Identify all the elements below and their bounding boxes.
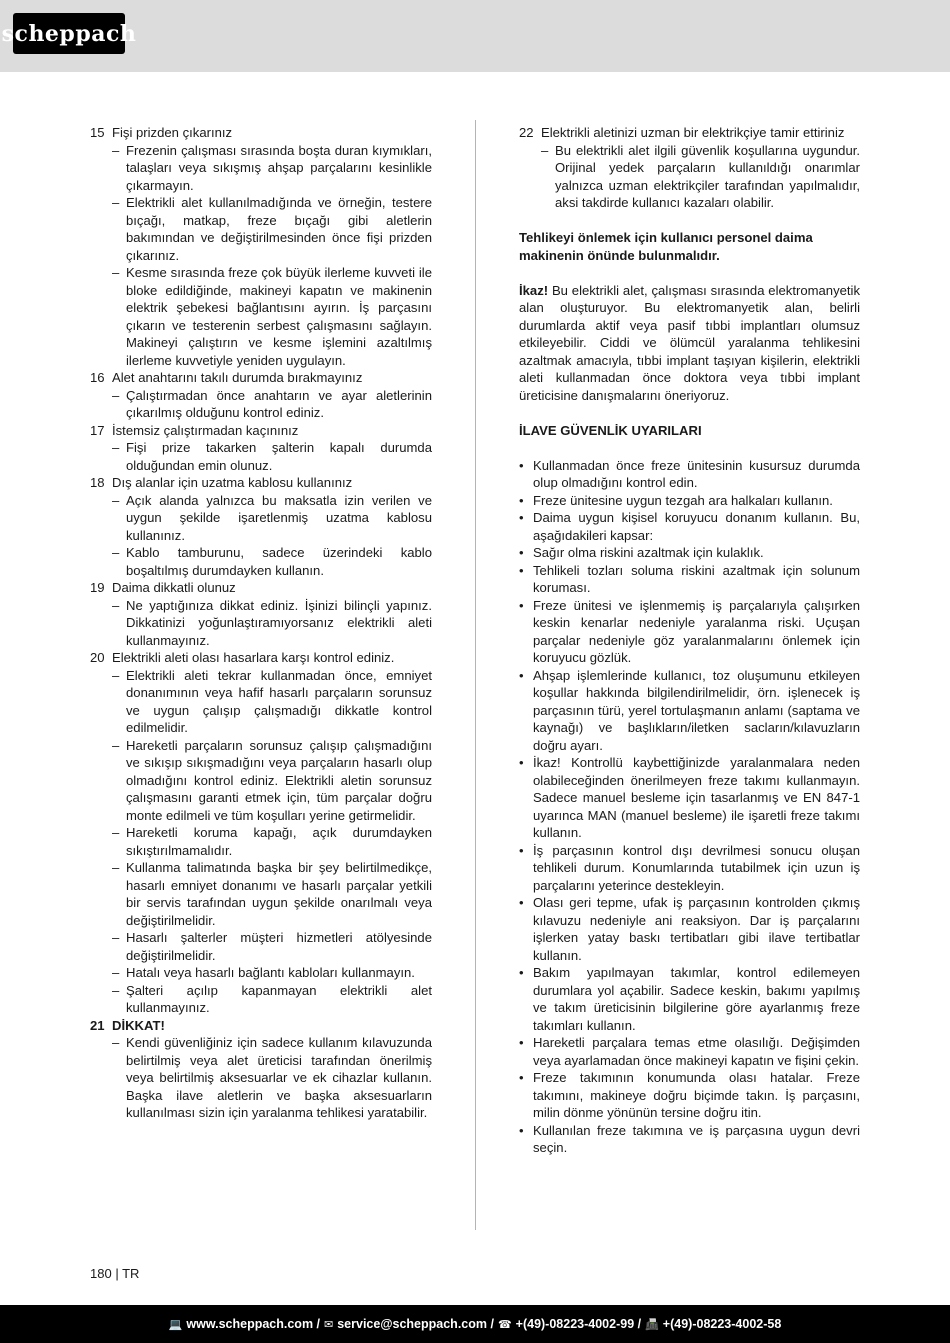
sub-item-text: Şalteri açılıp kapanmayan elektrikli alet kullanmayınız. xyxy=(126,982,432,1015)
dash-marker: – xyxy=(112,860,120,875)
sub-item-text: Çalıştırmadan önce anahtarın ve ayar aletlerinin çıkarılmış olduğunu kontrol ediniz. xyxy=(126,387,432,420)
bullet-item xyxy=(519,457,860,492)
sub-item xyxy=(90,1034,432,1122)
sub-item-text: Kullanma talimatında başka bir şey belirtilmedikçe, hasarlı emniyet donanımı ve hasarlı parçalar yetkili bir servis tarafından uygun şekilde onarılmalı veya değiştirilmelidir. xyxy=(126,860,432,928)
bullet-marker: • xyxy=(519,1070,524,1085)
sub-item xyxy=(90,964,432,982)
footer-website[interactable]: www.scheppach.com / xyxy=(186,1317,321,1331)
bullet-marker: • xyxy=(519,457,524,473)
numbered-item xyxy=(90,369,432,387)
bullet-marker: • xyxy=(519,510,524,525)
bullet-text: Kullanılan freze takımına ve iş parçasına uygun devri seçin. xyxy=(533,1122,860,1155)
warning-text: Bu elektrikli alet, çalışması sırasında elektromanyetik alan oluşturuyor. Bu elektromanyetik alan, belirli durumlarda aktif veya pasif tıbbi implantları olumsuz etkileyebilir. Ciddi ve ölümcül yaralanma tehlikesini azaltmak amacıyla, tıbbi implant taşıyan kişilerin, elektrikli aleti kullanmadan önce doktora veya tıbbi implant üreticisine danışmalarını öneriyoruz. xyxy=(519,282,860,403)
numbered-item xyxy=(90,649,432,667)
footer-fax: +(49)-08223-4002-58 xyxy=(662,1317,782,1331)
bullet-text: Kullanmadan önce freze ünitesinin kusursuz durumda olup olmadığını kontrol edin. xyxy=(533,457,860,490)
item-title: Dış alanlar için uzatma kablosu kullanınız xyxy=(112,475,353,490)
item-number: 15 xyxy=(90,125,105,140)
column-divider xyxy=(475,120,476,1230)
numbered-item xyxy=(519,124,860,142)
dash-marker: – xyxy=(541,142,549,158)
email-icon: ✉ xyxy=(324,1318,334,1331)
item-number: 16 xyxy=(90,370,105,385)
bullet-item xyxy=(519,509,860,544)
right-column xyxy=(519,124,860,1157)
sub-item xyxy=(90,859,432,929)
bullet-marker: • xyxy=(519,1122,524,1138)
sub-item xyxy=(90,597,432,650)
bullet-marker: • xyxy=(519,842,524,858)
sub-item xyxy=(519,142,860,212)
bullet-item xyxy=(519,842,860,895)
bullet-marker: • xyxy=(519,1035,524,1050)
bullet-text: İkaz! Kontrollü kaybettiğinizde yaralanmalara neden olabileceğinden önerilmeyen freze takımı kullanmayın. Sadece manuel besleme için tasarlanmış ve EN 847-1 uyarınca MAN (manuel besleme) ile işaretli freze takımı kullanın. xyxy=(533,755,860,840)
bullet-marker: • xyxy=(519,667,524,683)
item-title: İstemsiz çalıştırmadan kaçınınız xyxy=(112,422,299,438)
section-heading: İLAVE GÜVENLİK UYARILARI xyxy=(519,422,702,438)
warning-paragraph xyxy=(519,282,860,405)
sub-item-text: Hasarlı şalterler müşteri hizmetleri atölyesinde değiştirilmelidir. xyxy=(126,930,432,963)
dash-marker: – xyxy=(112,265,120,280)
sub-item-text: Elektrikli aleti tekrar kullanmadan önce, emniyet donanımının veya hafif hasarlı parçaların sorunsuz ve uygun çalışıp çalışmadığı dikkatle kontrol edilmelidir. xyxy=(126,667,432,735)
sub-item xyxy=(90,824,432,859)
warning-lead: İkaz! xyxy=(519,282,549,298)
sub-item xyxy=(90,439,432,474)
dash-marker: – xyxy=(112,545,120,560)
fax-icon: 📠 xyxy=(645,1318,659,1331)
bullet-text: Freze ünitesi ve işlenmemiş iş parçalarıyla çalışırken keskin kenarlar nedeniyle yaralanma riski. Uçuşan parçalar nedeniyle göz yaralanmalarını önlemek için koruyucu gözlük. xyxy=(533,597,860,665)
section-heading: Tehlikeyi önlemek için kullanıcı personel daima makinenin önünde bulunmalıdır. xyxy=(519,230,813,263)
bullet-text: Sağır olma riskini azaltmak için kulaklık. xyxy=(533,545,764,560)
bullet-item xyxy=(519,492,860,510)
numbered-item xyxy=(90,579,432,597)
item-title: Alet anahtarını takılı durumda bırakmayınız xyxy=(112,370,363,385)
sub-item xyxy=(90,737,432,825)
brand-logo: scheppach xyxy=(13,13,125,54)
bullet-marker: • xyxy=(519,965,524,980)
bullet-item xyxy=(519,894,860,964)
dash-marker: – xyxy=(112,737,120,753)
sub-item xyxy=(90,387,432,422)
bullet-text: Freze ünitesine uygun tezgah ara halkaları kullanın. xyxy=(533,492,833,508)
bullet-text: Olası geri tepme, ufak iş parçasının kontrolden çıkmış kılavuzu nedeniyle ani reaksiyon. Dar iş parçalarını işlerken yatay baskı tertibatları gibi ilave tertibatlar kullanın. xyxy=(533,895,860,963)
sub-item-text: Kablo tamburunu, sadece üzerindeki kablo boşaltılmış durumdayken kullanın. xyxy=(126,545,432,578)
spacer xyxy=(519,404,860,422)
item-number: 20 xyxy=(90,650,105,665)
bullet-item xyxy=(519,754,860,842)
numbered-item xyxy=(90,474,432,492)
numbered-item xyxy=(90,1017,432,1035)
item-title: DİKKAT! xyxy=(112,1017,165,1033)
sub-item-text: Açık alanda yalnızca bu maksatla izin verilen ve uygun şekilde işaretlenmiş uzatma kablosu kullanınız. xyxy=(126,492,432,543)
bullet-item xyxy=(519,964,860,1034)
item-number: 21 xyxy=(90,1017,105,1033)
sub-item-text: Hareketli parçaların sorunsuz çalışıp çalışmadığını ve sıkışıp sıkışmadığını veya parçaların hasarlı olup olmadığını kontrol ediniz. Elektrikli aletin sorunsuz çalışmasını garanti etmek için, tüm parçalar doğru monte edilmeli ve tüm koşulları yerine getirmelidir. xyxy=(126,737,432,823)
bullet-marker: • xyxy=(519,492,524,508)
dash-marker: – xyxy=(112,195,120,210)
sub-item-text: Kesme sırasında freze çok büyük ilerleme kuvveti ile bloke edildiğinde, makineyi kapatın ve makinenin elektrik şebekesi bağlantısını ayırın. İş parçasını çıkarın ve testerenin serbest çalışmasını sağlayın. Makineyi çalıştırın ve kesme işlemini azaltılmış ilerleme kuvvetiyle yeniden uygulayın. xyxy=(126,265,432,368)
item-number: 22 xyxy=(519,125,534,140)
bullet-marker: • xyxy=(519,895,524,910)
bullet-item xyxy=(519,597,860,667)
page-footer xyxy=(0,1305,950,1343)
bullet-item xyxy=(519,1122,860,1157)
bullet-item xyxy=(519,667,860,755)
bullet-item xyxy=(519,1034,860,1069)
sub-item-text: Hareketli koruma kapağı, açık durumdayken sıkıştırılmamalıdır. xyxy=(126,825,432,858)
sub-item xyxy=(90,982,432,1017)
spacer xyxy=(519,439,860,457)
item-number: 17 xyxy=(90,422,105,438)
page-header xyxy=(0,0,950,72)
sub-item xyxy=(90,667,432,737)
spacer xyxy=(519,212,860,230)
bullet-text: Tehlikeli tozları soluma riskini azaltmak için solunum koruması. xyxy=(533,562,860,595)
item-title: Elektrikli aleti olası hasarlara karşı kontrol ediniz. xyxy=(112,650,395,665)
dash-marker: – xyxy=(112,965,120,980)
sub-item-text: Fişi prize takarken şalterin kapalı durumda olduğundan emin olunuz. xyxy=(126,440,432,473)
bullet-text: İş parçasının kontrol dışı devrilmesi sonucu oluşan tehlikeli durum. Konumlarında tutabilmek için uzun iş parçalarını yeterince destekleyin. xyxy=(533,842,860,893)
page-number: 180 | TR xyxy=(90,1266,140,1281)
bullet-item xyxy=(519,1069,860,1122)
sub-item xyxy=(90,492,432,545)
bullet-text: Freze takımının konumunda olası hatalar. Freze takımını, makineye doğru biçimde takın. İş parçasını, milin dönme yönünün tersine doğru itin. xyxy=(533,1070,860,1120)
sub-item-text: Hatalı veya hasarlı bağlantı kabloları kullanmayın. xyxy=(126,965,415,980)
sub-item xyxy=(90,194,432,264)
bullet-marker: • xyxy=(519,597,524,613)
bullet-marker: • xyxy=(519,562,524,578)
bullet-marker: • xyxy=(519,755,524,770)
dash-marker: – xyxy=(112,1035,120,1050)
dash-marker: – xyxy=(112,492,120,508)
sub-item xyxy=(90,544,432,579)
sub-item-text: Kendi güvenliğiniz için sadece kullanım kılavuzunda belirtilmiş veya alet üreticisi tarafından önerilmiş veya belirtilmiş aksesuarlar ve ek cihazlar kullanın. Başka ilave aletlerin ve başka aksesuarların kullanılması sizin için yaralanma tehlikesi yaratabilir. xyxy=(126,1035,432,1120)
bullet-text: Daima uygun kişisel koruyucu donanım kullanın. Bu, aşağıdakileri kapsar: xyxy=(533,510,860,543)
bullet-text: Bakım yapılmayan takımlar, kontrol edilemeyen durumlara yol açabilir. Sadece keskin, bakımı yapılmış ve takım üreticisinin bilgilerine göre ayarlanmış freze takımları kullanın. xyxy=(533,965,860,1033)
sub-item xyxy=(90,929,432,964)
dash-marker: – xyxy=(112,667,120,683)
dash-marker: – xyxy=(112,142,120,158)
dash-marker: – xyxy=(112,597,120,613)
item-number: 18 xyxy=(90,475,105,490)
bullet-item xyxy=(519,562,860,597)
item-number: 19 xyxy=(90,580,105,595)
footer-phone: +(49)-08223-4002-99 / xyxy=(515,1317,642,1331)
sub-item-text: Elektrikli alet kullanılmadığında ve örneğin, testere bıçağı, matkap, freze bıçağı gibi aletlerin bakımından ve değiştirilmesinden önce fişi prizden çıkarınız. xyxy=(126,195,432,263)
spacer xyxy=(519,264,860,282)
item-title: Daima dikkatli olunuz xyxy=(112,580,236,595)
dash-marker: – xyxy=(112,825,120,840)
numbered-item xyxy=(90,124,432,142)
sub-item-text: Bu elektrikli alet ilgili güvenlik koşullarına uygundur. Orijinal yedek parçaların kullanıldığı onarımlar yalnızca uzman elektrikçiler tarafından yapılmalıdır, aksi takdirde kullanıcı kazaları olabilir. xyxy=(555,142,860,210)
item-title: Fişi prizden çıkarınız xyxy=(112,125,233,140)
dash-marker: – xyxy=(112,440,120,455)
item-title: Elektrikli aletinizi uzman bir elektrikçiye tamir ettiriniz xyxy=(541,125,845,140)
dash-marker: – xyxy=(112,982,120,998)
sub-item xyxy=(90,142,432,195)
sub-item-text: Ne yaptığınıza dikkat ediniz. İşinizi bilinçli yapınız. Dikkatinizi yoğunlaştıramıyorsanız elektrikli aleti kullanmayınız. xyxy=(126,597,432,648)
bullet-item xyxy=(519,544,860,562)
sub-item xyxy=(90,264,432,369)
sub-item-text: Frezenin çalışması sırasında boşta duran kıymıkları, talaşları veya sıkışmış ahşap parçalarını kesinlikle çıkarmayın. xyxy=(126,142,432,193)
dash-marker: – xyxy=(112,387,120,403)
dash-marker: – xyxy=(112,930,120,945)
phone-icon: ☎ xyxy=(497,1318,512,1331)
bullet-text: Ahşap işlemlerinde kullanıcı, toz oluşumunu etkileyen koşullar hakkında bilgilendirilmelidir, örn. işlenecek iş parçasının türü, yerel tortulaşmanın anlamı (saptama ve kaynağı) ve başlıkların/iletken sacların/kılavuzların doğru ayarı. xyxy=(533,667,860,753)
left-column xyxy=(90,124,432,1122)
bullet-text: Hareketli parçalara temas etme olasılığı. Değişimden veya ayarlamadan önce makineyi kapatın ve fişini çekin. xyxy=(533,1035,860,1068)
bullet-marker: • xyxy=(519,545,524,560)
numbered-item xyxy=(90,422,432,440)
computer-icon: 💻 xyxy=(168,1318,183,1331)
footer-email[interactable]: service@scheppach.com / xyxy=(337,1317,494,1331)
